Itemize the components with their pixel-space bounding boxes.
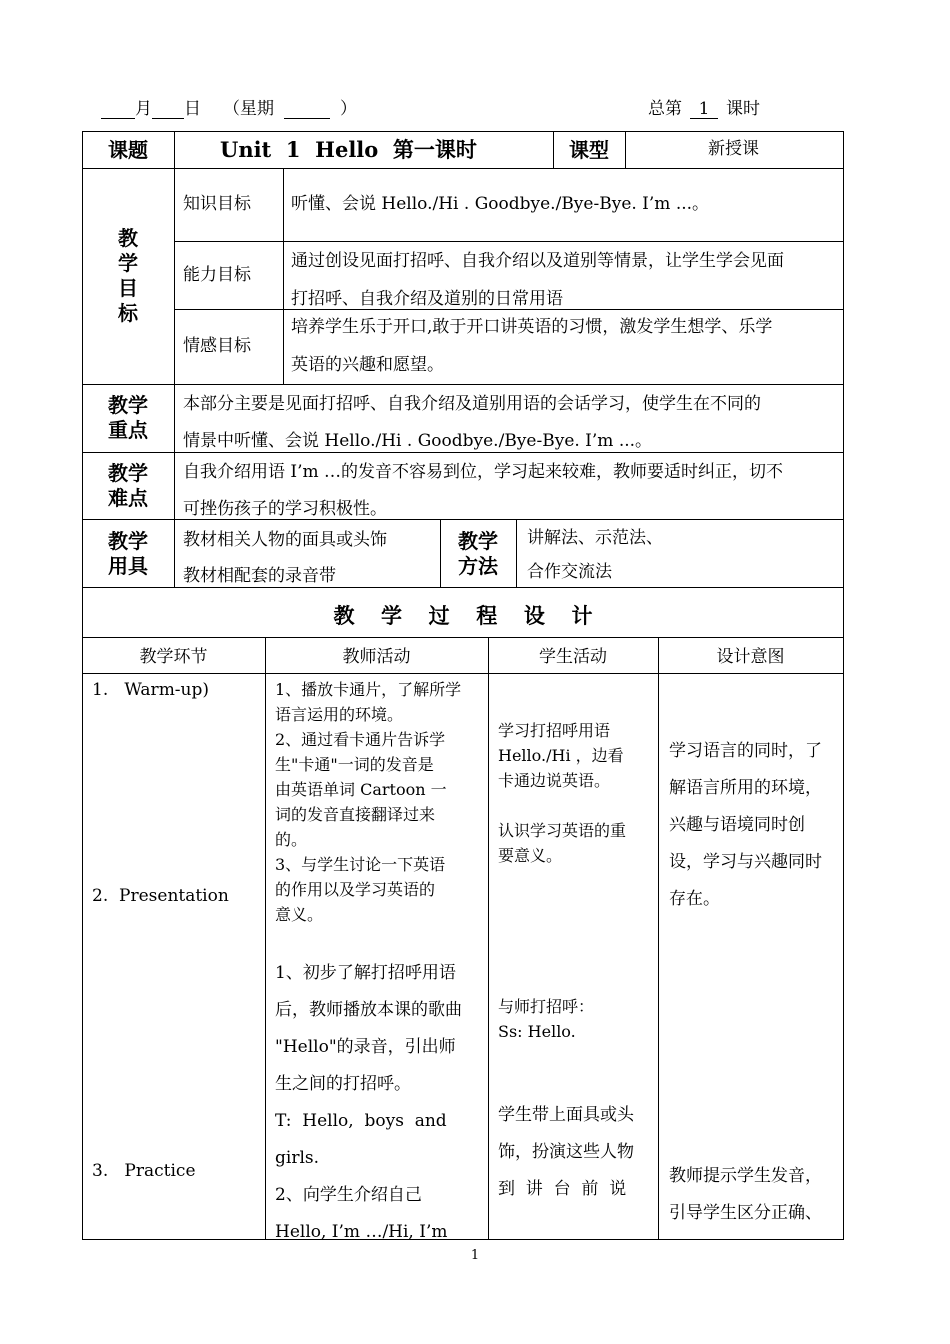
column-header-student: 学生活动 — [539, 647, 607, 667]
process-title: 教 学 过 程 设 计 — [333, 603, 593, 628]
text-line: girls. — [275, 1148, 320, 1168]
difficulties-text-1: 自我介绍用语 I’m …的发音不容易到位，学习起来较难，教师要适时纠正，切不 — [183, 462, 784, 482]
total-prefix: 总第 — [648, 99, 682, 119]
total-suffix: 课时 — [726, 99, 760, 119]
date-header — [101, 98, 357, 120]
type-label: 课型 — [569, 138, 609, 162]
emotion-goal-text-1: 培养学生乐于开口,敢于开口讲英语的习惯，激发学生想学、乐学 — [291, 317, 773, 337]
month-label: 月 — [135, 99, 152, 119]
column-header-intent: 设计意图 — [716, 647, 785, 667]
text-line: 的作用以及学习英语的 — [275, 880, 436, 899]
text-line: 卡通边说英语。 — [498, 771, 611, 790]
key-points-label — [82, 393, 174, 443]
text-line: 的。 — [275, 830, 308, 849]
goals-label-char: 教 — [118, 226, 138, 250]
day-blank — [152, 100, 184, 119]
design-intent-2 — [669, 1158, 841, 1232]
text-line: 2、通过看卡通片告诉学 — [275, 730, 446, 749]
page-number: 1 — [470, 1248, 480, 1263]
topic-value: Unit 1 Hello 第一课时 — [220, 137, 477, 162]
text-line: 后，教师播放本课的歌曲 — [275, 1000, 462, 1020]
difficulties-label — [82, 461, 174, 511]
text-line: 存在。 — [669, 889, 720, 909]
key-points-text-2: 情景中听懂、会说 Hello./Hi . Goodbye./Bye-Bye. I’m ...。 — [183, 431, 653, 451]
text-line: 由英语单词 Cartoon 一 — [275, 780, 447, 799]
weekday-blank — [284, 100, 330, 119]
type-value: 新授课 — [708, 139, 759, 159]
lesson-number: 1 — [690, 100, 718, 119]
weekday-open: （星期 — [223, 99, 274, 119]
text-line: 学习打招呼用语 — [498, 721, 611, 740]
text-line: 1、播放卡通片，了解所学 — [275, 680, 462, 699]
design-intent-1 — [669, 733, 841, 918]
text-line: 设，学习与兴趣同时 — [669, 852, 822, 872]
text-line: 引导学生区分正确、 — [669, 1203, 822, 1223]
knowledge-goal-label: 知识目标 — [183, 194, 251, 214]
ability-goal-label: 能力目标 — [183, 265, 251, 285]
text-line: 词的发音直接翻译过来 — [275, 805, 436, 824]
lesson-counter — [648, 98, 760, 120]
text-line: 3、与学生讨论一下英语 — [275, 855, 446, 874]
text-line: "Hello"的录音，引出师 — [275, 1037, 456, 1057]
text-line: 兴趣与语境同时创 — [669, 815, 805, 835]
methods-text-2: 合作交流法 — [527, 562, 612, 582]
key-points-text-1: 本部分主要是见面打招呼、自我介绍及道别用语的会话学习，使学生在不同的 — [183, 394, 761, 414]
text-line: 与师打招呼： — [498, 997, 595, 1016]
emotion-goal-label: 情感目标 — [183, 336, 251, 356]
text-line: 要意义。 — [498, 846, 563, 865]
tools-text-1: 教材相关人物的面具或头饰 — [183, 530, 387, 550]
key-points-label-line: 教学 — [108, 393, 148, 417]
text-line: 饰，扮演这些人物 — [498, 1142, 634, 1162]
text-line: 2、向学生介绍自己 — [275, 1185, 422, 1205]
goals-label-char: 学 — [118, 251, 138, 275]
methods-label-line: 方法 — [458, 554, 498, 578]
text-line: Hello./Hi ，边看 — [498, 746, 624, 765]
text-line: 语言运用的环境。 — [275, 705, 404, 724]
day-label: 日 — [184, 99, 201, 119]
emotion-goal-text-2: 英语的兴趣和愿望。 — [291, 355, 444, 375]
difficulties-text-2: 可挫伤孩子的学习积极性。 — [183, 499, 387, 519]
goals-label — [82, 226, 174, 326]
ability-goal-text-2: 打招呼、自我介绍及道别的日常用语 — [291, 289, 563, 309]
text-line: 学生带上面具或头 — [498, 1105, 634, 1125]
student-activities-3 — [498, 994, 654, 1044]
text-line: 生之间的打招呼。 — [275, 1074, 411, 1094]
stage-presentation: 2. Presentation — [92, 886, 229, 906]
student-activities-2 — [498, 818, 654, 868]
methods-text-1: 讲解法、示范法、 — [527, 528, 663, 548]
weekday-close: ） — [340, 99, 357, 119]
topic-label: 课题 — [108, 138, 148, 162]
text-line: 认识学习英语的重 — [498, 821, 627, 840]
tools-label-line: 教学 — [108, 529, 148, 553]
student-activities-4 — [498, 1097, 654, 1208]
teacher-activities-2 — [275, 955, 483, 1251]
stage-practice: 3. Practice — [92, 1161, 196, 1181]
difficulties-label-line: 难点 — [108, 486, 148, 510]
text-line: 生"卡通"一词的发音是 — [275, 755, 434, 774]
methods-label — [440, 529, 516, 579]
text-line: 学习语言的同时，了 — [669, 741, 822, 761]
goals-label-char: 标 — [118, 301, 138, 325]
ability-goal-text-1: 通过创设见面打招呼、自我介绍以及道别等情景，让学生学会见面 — [291, 251, 784, 271]
text-line: 教师提示学生发音， — [669, 1166, 822, 1186]
text-line: 解语言所用的环境， — [669, 778, 822, 798]
student-activities-1 — [498, 718, 654, 793]
text-line: 到 讲 台 前 说 — [498, 1179, 627, 1199]
knowledge-goal-text: 听懂、会说 Hello./Hi . Goodbye./Bye-Bye. I’m ...。 — [291, 194, 710, 214]
month-blank — [101, 100, 135, 119]
text-line: Ss: Hello. — [498, 1022, 576, 1041]
text-line: 意义。 — [275, 905, 324, 924]
text-line: 1、初步了解打招呼用语 — [275, 963, 456, 983]
teacher-activities-1 — [275, 677, 483, 927]
column-header-stage: 教学环节 — [139, 647, 208, 667]
key-points-label-line: 重点 — [108, 418, 148, 442]
tools-label — [82, 529, 174, 579]
goals-label-char: 目 — [118, 276, 138, 300]
methods-label-line: 教学 — [458, 529, 498, 553]
text-line: Hello, I’m …/Hi, I’m — [275, 1222, 448, 1242]
tools-text-2: 教材相配套的录音带 — [183, 566, 336, 586]
stage-warmup: 1. Warm-up) — [92, 680, 210, 700]
tools-label-line: 用具 — [108, 554, 148, 578]
column-header-teacher: 教师活动 — [342, 647, 411, 667]
difficulties-label-line: 教学 — [108, 461, 148, 485]
text-line: T: Hello, boys and — [275, 1111, 447, 1131]
